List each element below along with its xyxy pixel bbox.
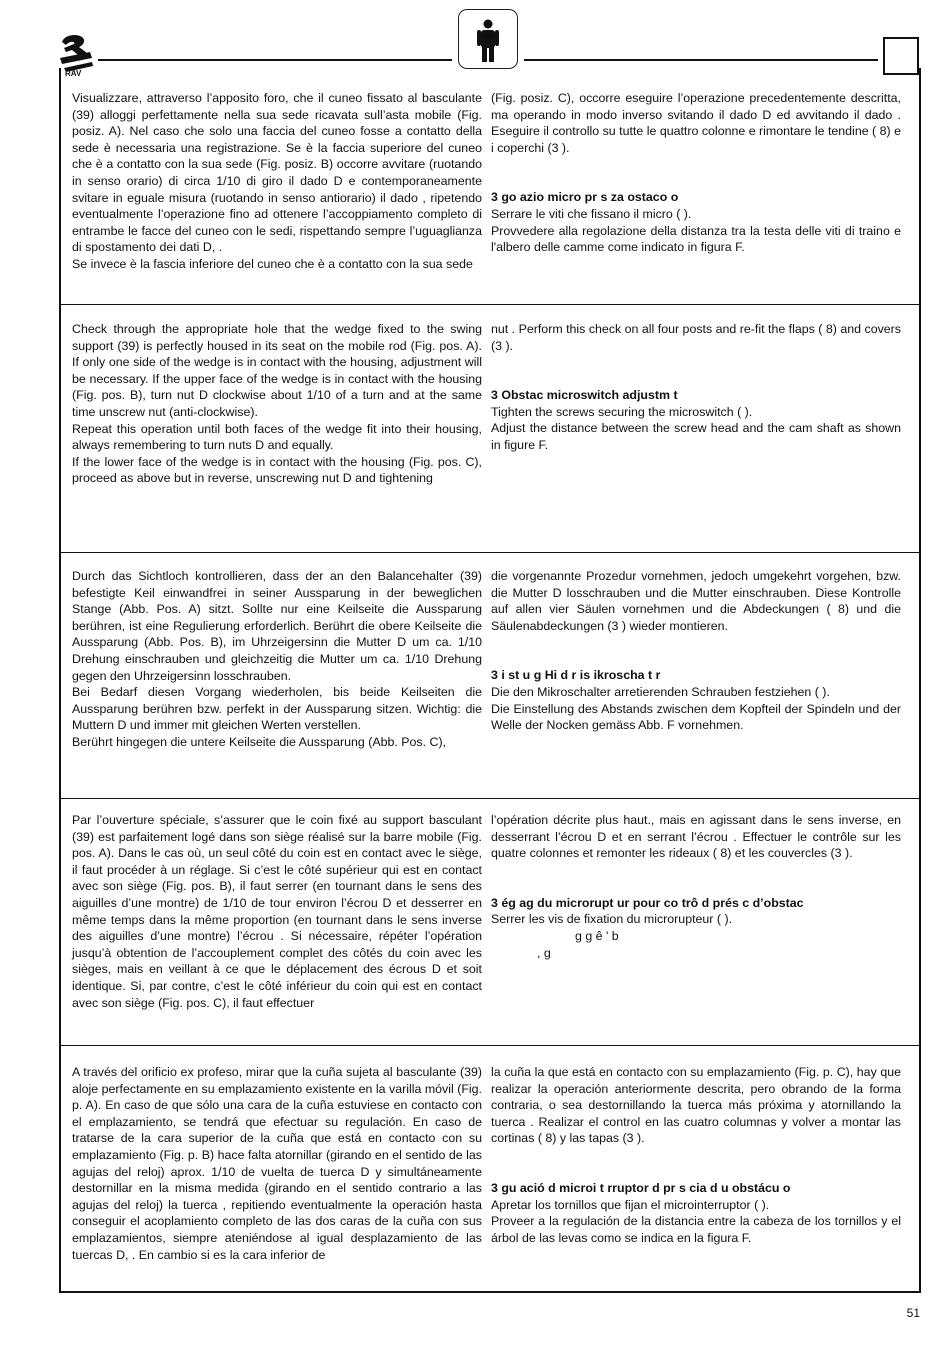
section-es-left-column — [72, 1064, 482, 1263]
section-divider — [59, 798, 921, 799]
paragraph: die vorgenannte Prozedur vornehmen, jedoch umgekehrt vorgehen, bzw. die Mutter D losschrauben und die Mutter einschrauben. Diese Kontrolle auf allen vier Säulen vornehmen und die Abdeckungen ( 8) und die Säulenabdeckungen (3 ) wieder montieren. — [491, 569, 901, 633]
section-heading: 3 i st u g Hi d r is ikroscha t r — [491, 668, 661, 683]
section-divider — [59, 1045, 921, 1046]
paragraph: Se invece è la fascia inferiore del cuneo che è a contatto con la sua sede — [72, 256, 473, 271]
paragraph: l’opération décrite plus haut., mais en agissant dans le sens inverse, en desserrant l’écrou D et en serrant l’écrou . Effectuer le contrôle sur les quatre colonnes et remonter les rideaux ( 8) et les couvercles (3 ). — [491, 813, 901, 861]
paragraph: Apretar los tornillos que fijan el microinterruptor ( ). — [491, 1197, 770, 1212]
section-it-right-column — [491, 90, 901, 256]
paragraph: If the lower face of the wedge is in contact with the housing (Fig. pos. C), proceed as above but in reverse, unscrewing nut D and tightening — [72, 454, 482, 486]
paragraph: la cuña la que está en contacto con su emplazamiento (Fig. p. C), hay que realizar la operación anteriormente descrita, pero obrando de la forma contraria, o sea destornillando la tuerca más próxima y atornillando la tuerca . Realizar el control en las cuatro columnas y volver a montar las cortinas ( 8) y las tapas (3 ). — [491, 1065, 901, 1146]
paragraph: Provvedere alla regolazione della distanza tra la testa delle viti di traino e l'albero delle camme come indicato in figura F. — [491, 223, 901, 255]
page-number: 51 — [906, 1306, 920, 1320]
section-it-left-column — [72, 90, 482, 273]
paragraph: Berührt hingegen die untere Keilseite die Aussparung (Abb. Pos. C), — [72, 734, 447, 749]
paragraph: (Fig. posiz. C), occorre eseguire l’operazione precedentemente descritta, ma operando in modo inverso svitando il dado D ed avvitando il dado . Eseguire il controllo su tutte le quattro colonne e rimontare le tendine ( 8) e i coperchi (3 ). — [491, 91, 901, 155]
section-es-right-column — [491, 1064, 901, 1246]
header-rule-left — [98, 59, 452, 61]
paragraph: Proveer a la regulación de la distancia entre la cabeza de los tornillos y el árbol de las levas como se indica en la figura F. — [491, 1214, 901, 1245]
section-de-left-column — [72, 568, 482, 751]
section-fr-right-column — [491, 812, 901, 961]
section-divider — [59, 552, 921, 553]
section-heading: 3 gu ació d microi t rruptor d pr s cia d u obstácu o — [491, 1180, 791, 1195]
paragraph: Visualizzare, attraverso l’apposito foro, che il cuneo fissato al basculante (39) alloggi perfettamente nella sua sede ricavata sull’asta mobile (Fig. posiz. A). Nel caso che solo una faccia del cuneo fosse a contatto della sede è necessaria una registrazione. Se è la faccia superiore del cuneo che è a contatto con la sua sede (Fig. posiz. B) occorre avvitare (ruotando in senso orario) di circa 1/10 di giro il dado D e contemporaneamente svitare in eguale misura (ruotando in senso antiorario) il dado , ripetendo eventualmente l’operazione fino ad ottenere l’accoppiamento completo di entrambe le facce del cuneo con le sedi, rispettando sempre l’uguaglianza di spostamento dei dati D, . — [72, 91, 482, 255]
section-fr-left-column — [72, 812, 482, 1011]
section-de-right-column — [491, 568, 901, 734]
operator-box — [458, 9, 518, 69]
paragraph: Repeat this operation until both faces of the wedge fit into their housing, always remembering to turn nuts D and equally. — [72, 421, 482, 453]
header-rule-right — [524, 59, 878, 61]
paragraph: g g ê ' b — [575, 928, 619, 943]
section-heading: 3 go azio micro pr s za ostaco o — [491, 190, 679, 205]
person-icon — [459, 10, 517, 68]
paragraph: Durch das Sichtloch kontrollieren, dass der an den Balancehalter (39) befestigte Keil einwandfrei in seiner Aussparung in der beweglichen Stange (Abb. Pos. A) sitzt. Sollte nur eine Keilseite die Aussparung berühren, ist eine Regulierung erforderlich. Berührt die obere Keilseite die Aussparung (Abb. Pos. B), im Uhrzeigersinn die Mutter D um ca. 1/10 Drehung einschrauben und gleichzeitig die Mutter um ca. 1/10 Drehung gegen den Uhrzeigersinn losschrauben. — [72, 569, 482, 683]
paragraph: A través del orificio ex profeso, mirar que la cuña sujeta al basculante (39) aloje perfectamente en su emplazamiento existente en la varilla móvil (Fig. p. A). En caso de que sólo una cara de la cuña estuviese en contacto con el emplazamiento, se tendrá que efectuar su regulación. En caso de tratarse de la cara superior de la cuña que está en contacto con su emplazamiento (Fig. p. B) hace falta atornillar (girando en el sentido de las agujas del reloj) aprox. 1/10 de vuelta de tuerca D y simultáneamente destornillar en la misma medida (girando en el sentido contrario a las agujas del reloj) la tuerca , repitiendo eventualmente la operación hasta conseguir el acoplamiento completo de las dos caras de la cuña con sus emplazamientos, siempre ateniéndose al igual desplazamiento de las tuercas D, . En cambio si es la cara inferior de — [72, 1065, 482, 1262]
section-heading: 3 ég ag du microrupt ur pour co trô d prés c d’obstac — [491, 895, 804, 910]
paragraph: nut . Perform this check on all four posts and re-fit the flaps ( 8) and covers (3 ). — [491, 322, 901, 353]
paragraph: Die den Mikroschalter arretierenden Schrauben festziehen ( ). — [491, 684, 830, 699]
svg-text:RAV: RAV — [65, 69, 82, 78]
paragraph: Serrer les vis de fixation du microrupteur ( ). — [491, 912, 733, 927]
section-en-right-column — [491, 321, 901, 454]
section-heading: 3 Obstac microswitch adjustm t — [491, 388, 678, 403]
paragraph: Par l’ouverture spéciale, s’assurer que le coin fixé au support basculant (39) est parfaitement logé dans son siège réalisé sur la barre mobile (Fig. pos. A). Dans le cas où, un seul côté du coin est en contact avec le siège, il faut procéder à un réglage. Si c’est le côté supérieur qui est en contact avec son siège (Fig. pos. B), il faut serrer (en tournant dans le sens des aiguilles d’une montre) de 1/10 de tour environ l’écrou D et desserrer en même temps dans la même proportion (en tournant dans le sens inverse des aiguilles d’une montre) l’écrou . Si nécessaire, répéter l’opération jusqu’à obtention de l’accouplement complet des côtés du coin avec les sièges, mais en veillant à ce que le déplacement des écrous D et soit identique. Si, par contre, c’est le côté inférieur du coin qui est en contact avec son siège (Fig. pos. C), il faut effectuer — [72, 813, 482, 1010]
paragraph: Die Einstellung des Abstands zwischen dem Kopfteil der Spindeln und der Welle der Nocken gemäss Abb. F vornehmen. — [491, 701, 901, 733]
paragraph: Serrare le viti che fissano il micro ( ). — [491, 206, 692, 221]
section-en-left-column — [72, 321, 482, 487]
paragraph: Tighten the screws securing the microswitch ( ). — [491, 404, 753, 419]
paragraph: Check through the appropriate hole that the wedge fixed to the swing support (39) is perfectly housed in its seat on the mobile rod (Fig. pos. A). If only one side of the wedge is in contact with the housing, adjustment will be necessary. If the upper face of the wedge is in contact with the housing (Fig. pos. B), turn nut D clockwise about 1/10 of a turn and at the same time unscrew nut (anti-clockwise). — [72, 322, 482, 419]
paragraph: Bei Bedarf diesen Vorgang wiederholen, bis beide Keilseiten die Aussparung berühren bzw. perfekt in der Aussparung sitzen. Wichtig: die Muttern D und immer mit gleichen Werten verstellen. — [72, 685, 482, 733]
paragraph: Adjust the distance between the screw head and the cam shaft as shown in figure F. — [491, 421, 901, 452]
paragraph: , g — [537, 945, 551, 960]
section-divider — [59, 304, 921, 305]
